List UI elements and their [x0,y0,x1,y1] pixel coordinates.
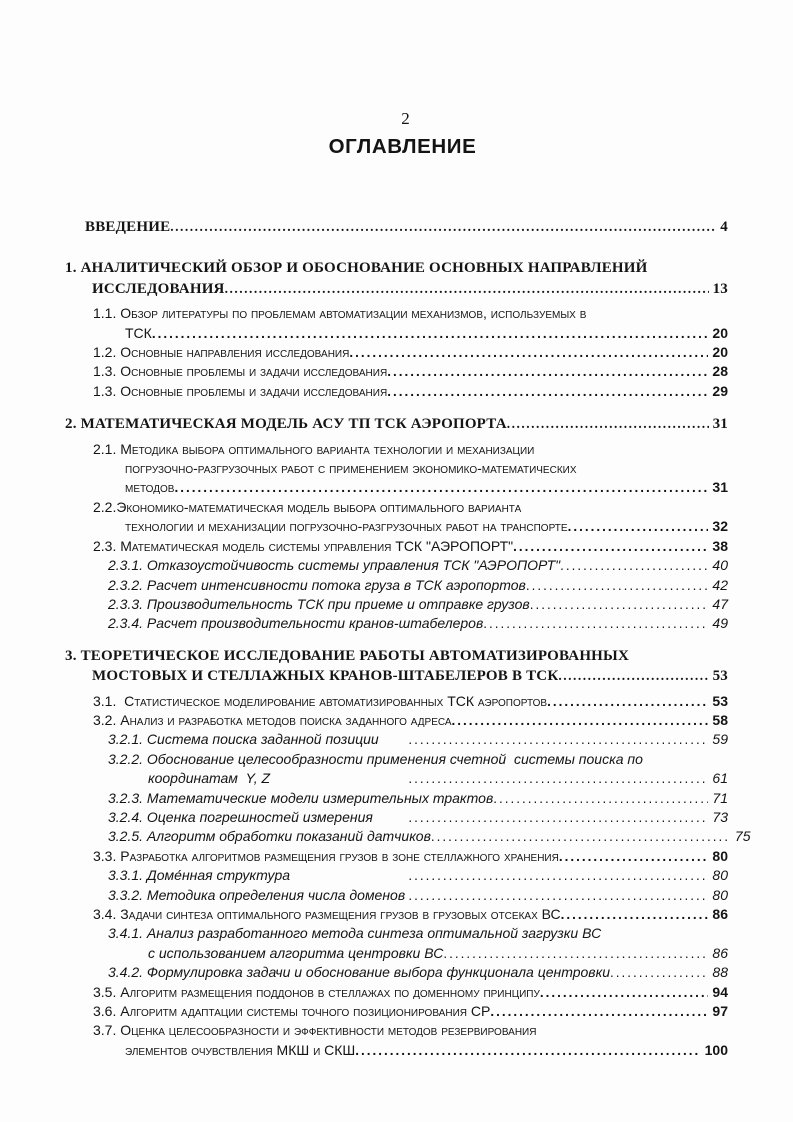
toc-entry-1 [65,259,728,299]
toc-page-number: 13 [712,280,728,297]
toc-page-number: 32 [712,518,728,535]
toc-entry-3-4-1 [108,924,728,963]
toc-page-number: 31 [712,416,728,433]
toc-line-text: 2.2.Экономико-математическая модель выбора оптимального варианта [93,498,522,515]
toc-dot-leader [349,343,708,362]
toc-line-text: 3.2.1. Система поиска заданной позиции [108,731,379,748]
toc-entry-3-5 [93,983,728,1002]
toc-page-number: 29 [712,382,728,399]
toc-entry-3-3-2 [108,886,728,905]
toc-page-number: 75 [734,828,751,845]
toc-line-text: элементов очувствления МКШ и СКШ [125,1041,356,1058]
toc-dot-leader [225,279,709,298]
toc-line [108,827,751,846]
toc-entry-2-1 [93,440,728,498]
toc-entry-2-3-3 [108,595,728,614]
toc-line-text: 3.2.5. Алгоритм обработки показаний датчиков [108,828,431,845]
toc-page-number: 71 [712,789,728,806]
toc-page-number: 28 [712,363,728,380]
toc-line [65,414,728,434]
toc-line-text: 3.5. Алгоритм размещения поддонов в стеллажах по доменному принципу [93,983,540,1000]
toc-page-number: 94 [712,983,728,1000]
toc-entry-3-6 [93,1002,728,1021]
toc-entry-3-1 [93,692,728,711]
toc-dot-leader [540,983,709,1002]
toc-line-text: 3.1. Статистическое моделирование автоматизированных ТСК аэропортов [93,692,548,709]
toc-dot-leader [408,730,708,749]
toc-page-number: 53 [712,692,728,709]
toc-entry-1-3a [93,362,728,381]
toc-line-text: ТСК [125,324,152,341]
toc-line [93,498,728,517]
toc-line-text: с использованием алгоритма центровки ВС [148,944,444,961]
toc-line-text: 3.2. Анализ и разработка методов поиска заданного адреса [93,711,452,728]
toc-line [93,362,728,381]
toc-line [125,517,728,536]
toc-entry-3-2-1 [108,730,728,749]
toc-dot-leader [408,808,708,827]
toc-page-number: 97 [712,1003,728,1020]
toc-dot-leader [493,789,708,808]
toc-line-text: 3.6. Алгоритм адаптации системы точного позиционирования СР [93,1003,491,1020]
toc-entry-3-7 [93,1021,728,1060]
toc-line [65,647,728,666]
toc-line [93,343,728,362]
toc-line-text: методов [125,479,175,496]
toc-dot-leader [568,517,709,536]
toc-page-number: 80 [712,867,728,884]
toc-dot-leader [443,944,708,963]
toc-page-number: 61 [712,770,728,787]
toc-line [108,595,728,614]
toc-entry-vvedenie [85,217,728,237]
toc-line [93,847,728,866]
toc-dot-leader [490,1002,708,1021]
toc-dot-leader [408,769,708,788]
toc-page-number: 86 [712,906,728,922]
toc-line-text: 3. ТЕОРЕТИЧЕСКОЕ ИССЛЕДОВАНИЕ РАБОТЫ АВТОМАТИЗИРОВАННЫХ [65,647,630,664]
toc-line-text: 1. АНАЛИТИЧЕСКИЙ ОБЗОР И ОБОСНОВАНИЕ ОСНОВНЫХ НАПРАВЛЕНИЙ [65,260,648,277]
toc-page-number: 53 [712,668,728,685]
toc-line-text: 3.2.4. Оценка погрешностей измерения [108,808,373,825]
toc-page-number: 59 [712,731,728,748]
toc-entry-3-3-1 [108,866,728,885]
toc-entry-2-2 [93,498,728,537]
toc-page-number: 4 [720,219,728,235]
toc-line-text: 3.2.3. Математические модели измерительных трактов [108,789,494,806]
toc-line [108,808,728,827]
toc-page-number: 73 [712,808,728,825]
toc-line [108,789,728,808]
toc-line-text: 2.3.3. Производительность ТСК при приеме и отправке грузов [108,595,530,612]
toc-dot-leader [560,556,708,575]
toc-line-text: 3.3.1. Доме́нная структура [108,867,291,884]
toc-line [93,537,728,556]
document-title: ОГЛАВЛЕНИЕ [328,135,477,158]
toc-entry-2-3-2 [108,576,728,595]
toc-line [93,440,728,459]
toc-line-text: 1.3. Основные проблемы и задачи исследования [93,363,388,380]
toc-page-number: 100 [704,1041,728,1058]
toc-line [93,382,728,401]
toc-dot-leader [483,614,708,633]
toc-dot-leader [558,666,708,685]
toc-line [93,711,728,730]
toc-page-number: 58 [712,711,728,728]
toc-line-text: 3.7. Оценка целесообразности и эффективности методов резервирования [93,1022,537,1039]
toc-page-number: 20 [712,344,728,361]
toc-dot-leader [408,886,708,905]
toc-line [148,944,728,963]
toc-line [93,692,728,711]
page-number: 2 [401,109,410,128]
toc-dot-leader [561,905,709,924]
toc-entry-3-2-2 [108,750,728,789]
toc-entry-2 [65,414,728,434]
toc-line-text: 2. МАТЕМАТИЧЕСКАЯ МОДЕЛЬ АСУ ТП ТСК АЭРОПОРТА [65,416,507,433]
toc-entry-2-3-1 [108,556,728,575]
toc-dot-leader [559,847,709,866]
toc-entry-3-2 [93,711,728,730]
toc-dot-leader [507,414,709,433]
toc-dot-leader [513,537,708,556]
toc-page-number: 42 [712,576,728,593]
toc-line-text: 2.3.4. Расчет производительности кранов-штабелеров [108,615,484,632]
toc-entry-3 [65,647,728,687]
toc-line [92,279,728,299]
toc-entry-2-3-4 [108,614,728,633]
toc-line [108,924,728,943]
toc-entry-3-2-4 [108,808,728,827]
toc [65,217,751,1060]
toc-line [93,1002,728,1021]
toc-line [93,1021,728,1040]
toc-entry-3-4 [93,905,728,924]
toc-line-text: 2.3.1. Отказоустойчивость системы управления ТСК "АЭРОПОРТ" [108,557,561,574]
toc-line [108,730,728,749]
toc-dot-leader [355,1041,700,1060]
toc-line-text: МОСТОВЫХ И СТЕЛЛАЖНЫХ КРАНОВ-ШТАБЕЛЕРОВ В ТСК [92,668,559,685]
toc-line [92,666,728,686]
toc-entry-3-4-2 [108,963,728,982]
toc-entry-2-3 [93,537,728,556]
toc-line-text: 2.3.2. Расчет интенсивности потока груза в ТСК аэропортов [108,576,526,593]
toc-dot-leader [408,866,708,885]
toc-dot-leader [530,595,709,614]
toc-line [108,576,728,595]
toc-page-number: 38 [712,537,728,554]
toc-dot-leader [387,382,708,401]
toc-dot-leader [547,692,708,711]
toc-line-text: 2.1. Методика выбора оптимального варианта технологии и механизации [93,440,535,457]
toc-line-text: 3.3. Разработка алгоритмов размещения грузов в зоне стеллажного хранения [93,847,559,864]
toc-page-number: 86 [712,944,728,961]
toc-line [125,459,728,478]
toc-dot-leader [431,827,731,846]
toc-line [108,556,728,575]
toc-line-text: ИССЛЕДОВАНИЯ [92,280,225,297]
toc-dot-leader [387,362,708,381]
toc-line-text: 3.4. Задачи синтеза оптимального размещения грузов в грузовых отсеках ВС [93,906,561,922]
toc-dot-leader [526,576,709,595]
toc-line [125,478,728,497]
toc-dot-leader [170,217,716,236]
toc-line [108,750,728,769]
toc-line-text: 3.4.1. Анализ разработанного метода синтеза оптимальной загрузки ВС [108,925,602,942]
toc-dot-leader [452,711,709,730]
toc-line [93,983,728,1002]
toc-line [93,905,728,924]
toc-line-text: ВВЕДЕНИЕ [85,219,171,235]
toc-line-text: 1.1. Обзор литературы по проблемам автоматизации механизмов, используемых в [93,305,587,322]
toc-line-text: 1.3. Основные проблемы и задачи исследования [93,382,388,399]
toc-line [65,259,728,278]
toc-line [108,886,728,905]
toc-page-number: 47 [712,595,728,612]
toc-line-text: технологии и механизации погрузочно-разгрузочных работ на транспорте [125,518,568,535]
toc-line-text: 3.4.2. Формулировка задачи и обоснование выбора функционала центровки [108,964,610,981]
toc-line-text: координатам Y, Z [148,770,271,787]
toc-entry-1-1 [93,304,728,343]
toc-entry-1-2 [93,343,728,362]
toc-line-text: 2.3. Математическая модель системы управления ТСК "АЭРОПОРТ" [93,537,514,554]
toc-dot-leader [152,324,709,343]
toc-entry-3-2-3 [108,789,728,808]
toc-line-text: 3.2.2. Обоснование целесообразности применения счетной системы поиска по [108,750,643,767]
toc-line [108,614,728,633]
toc-line-text: 1.2. Основные направления исследования [93,344,350,361]
toc-line [148,769,728,788]
toc-page-number: 80 [712,886,728,903]
toc-line [85,217,728,237]
toc-entry-3-3 [93,847,728,866]
toc-line [125,324,728,343]
toc-page-number: 88 [712,964,728,981]
toc-entry-3-2-5 [108,827,751,846]
toc-line [93,304,728,323]
toc-line-text: погрузочно-разгрузочных работ с применением экономико-математических [125,460,577,477]
toc-line [125,1041,728,1060]
toc-entry-1-3b [93,382,728,401]
toc-page-number: 80 [712,847,728,864]
toc-dot-leader [610,963,708,982]
toc-page-number: 20 [712,324,728,341]
toc-page-number: 40 [712,557,728,574]
toc-page-number: 31 [712,479,728,496]
toc-page-number: 49 [712,615,728,632]
toc-line-text: 3.3.2. Методика определения числа доменов [108,886,406,903]
toc-line [108,963,728,982]
toc-dot-leader [174,478,708,497]
toc-line [108,866,728,885]
